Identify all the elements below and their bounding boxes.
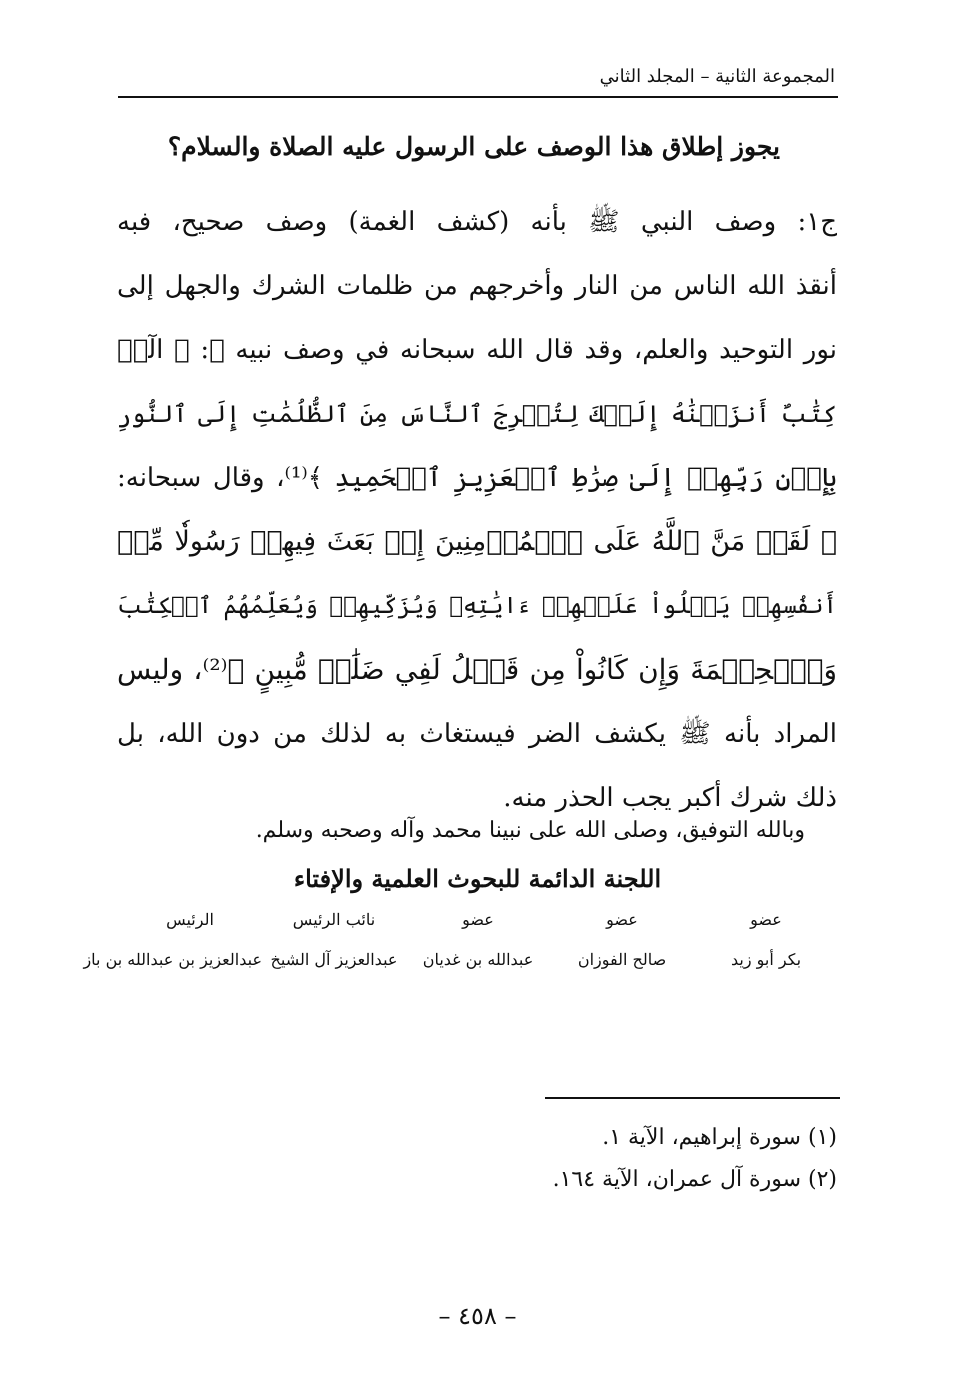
signatory-titles [118, 910, 838, 929]
answer-line: ذلك شرك أكبر يجب الحذر منه. [503, 783, 837, 813]
answer-line: نور التوحيد والعلم، وقد قال الله سبحانه في وصف نبيه ﷺ: ﴿ الٓرۚ [117, 335, 837, 365]
signatory-title: عضو [462, 910, 494, 929]
answer-line: بِإِذۡنِ رَبِّهِمۡ إِلَىٰ صِرَٰطِ ٱلۡعَزِيزِ ٱلۡحَمِيدِ ﴾⁽¹⁾، وقال سبحانه: [117, 463, 838, 493]
quran-verse-line: وَٱلۡحِكۡمَةَ وَإِن كَانُواْ مِن قَبۡلُ لَفِي ضَلَٰلٖ مُّبِينٍ ﴾⁽²⁾، وليس [117, 653, 838, 686]
signatory-name: عبدالعزيز آل الشيخ [270, 950, 398, 969]
signatory-title: عضو [606, 910, 638, 929]
footnote: (١) سورة إبراهيم، الآية ١. [602, 1125, 837, 1150]
page-number: – ٤٥٨ – [438, 1302, 517, 1330]
closing-line: وبالله التوفيق، وصلى الله على نبينا محمد وآله وصحبه وسلم. [255, 818, 805, 843]
question-heading: يجوز إطلاق هذا الوصف على الرسول عليه الصلاة والسلام؟ [167, 132, 780, 161]
signatory-name: صالح الفوزان [577, 950, 667, 969]
quran-verse-line: كِتَٰبٌ أَنزَلۡنَٰهُ إِلَيۡكَ لِتُخۡرِجَ ٱلنَّاسَ مِنَ ٱلظُّلُمَٰتِ إِلَى ٱلنُّورِ [117, 400, 837, 428]
signatory-title: نائب الرئيس [292, 910, 376, 929]
running-header: المجموعة الثانية – المجلد الثاني [599, 66, 835, 87]
signatory-title: عضو [750, 910, 782, 929]
signatory-name: عبدالعزيز بن عبدالله بن باز [83, 950, 262, 969]
answer-line: أنقذ الله الناس من النار وأخرجهم من ظلمات الشرك والجهل إلى [117, 271, 837, 301]
footnote-rule [545, 1097, 840, 1099]
signatory-names [83, 950, 838, 969]
answer-line: المراد بأنه ﷺ يكشف الضر فيستغاث به لذلك من دون الله، بل [117, 719, 837, 749]
answer-line: ج١: وصف النبي ﷺ بأنه (كشف الغمة) وصف صحيح، فبه [117, 207, 837, 237]
quran-verse-line: أَنفُسِهِمۡ يَتۡلُواْ عَلَيۡهِمۡ ءَايَٰتِهِۦ وَيُزَكِّيهِمۡ وَيُعَلِّمُهُمُ ٱلۡكِتَٰبَ [117, 593, 837, 619]
signatory-name: بكر أبو زيد [730, 950, 802, 969]
committee-title: اللجنة الدائمة للبحوث العلمية والإفتاء [293, 864, 662, 893]
quran-verse-line: ﴿ لَقَدۡ مَنَّ ٱللَّهُ عَلَى ٱلۡمُؤۡمِنِينَ إِذۡ بَعَثَ فِيهِمۡ رَسُولٗا مِّنۡ [117, 526, 837, 557]
signatory-title: الرئيس [166, 910, 214, 929]
answer-body [117, 190, 837, 830]
signatory-name: عبدالله بن غديان [422, 950, 534, 969]
footnote: (٢) سورة آل عمران، الآية ١٦٤. [552, 1167, 837, 1192]
header-rule [118, 96, 838, 98]
